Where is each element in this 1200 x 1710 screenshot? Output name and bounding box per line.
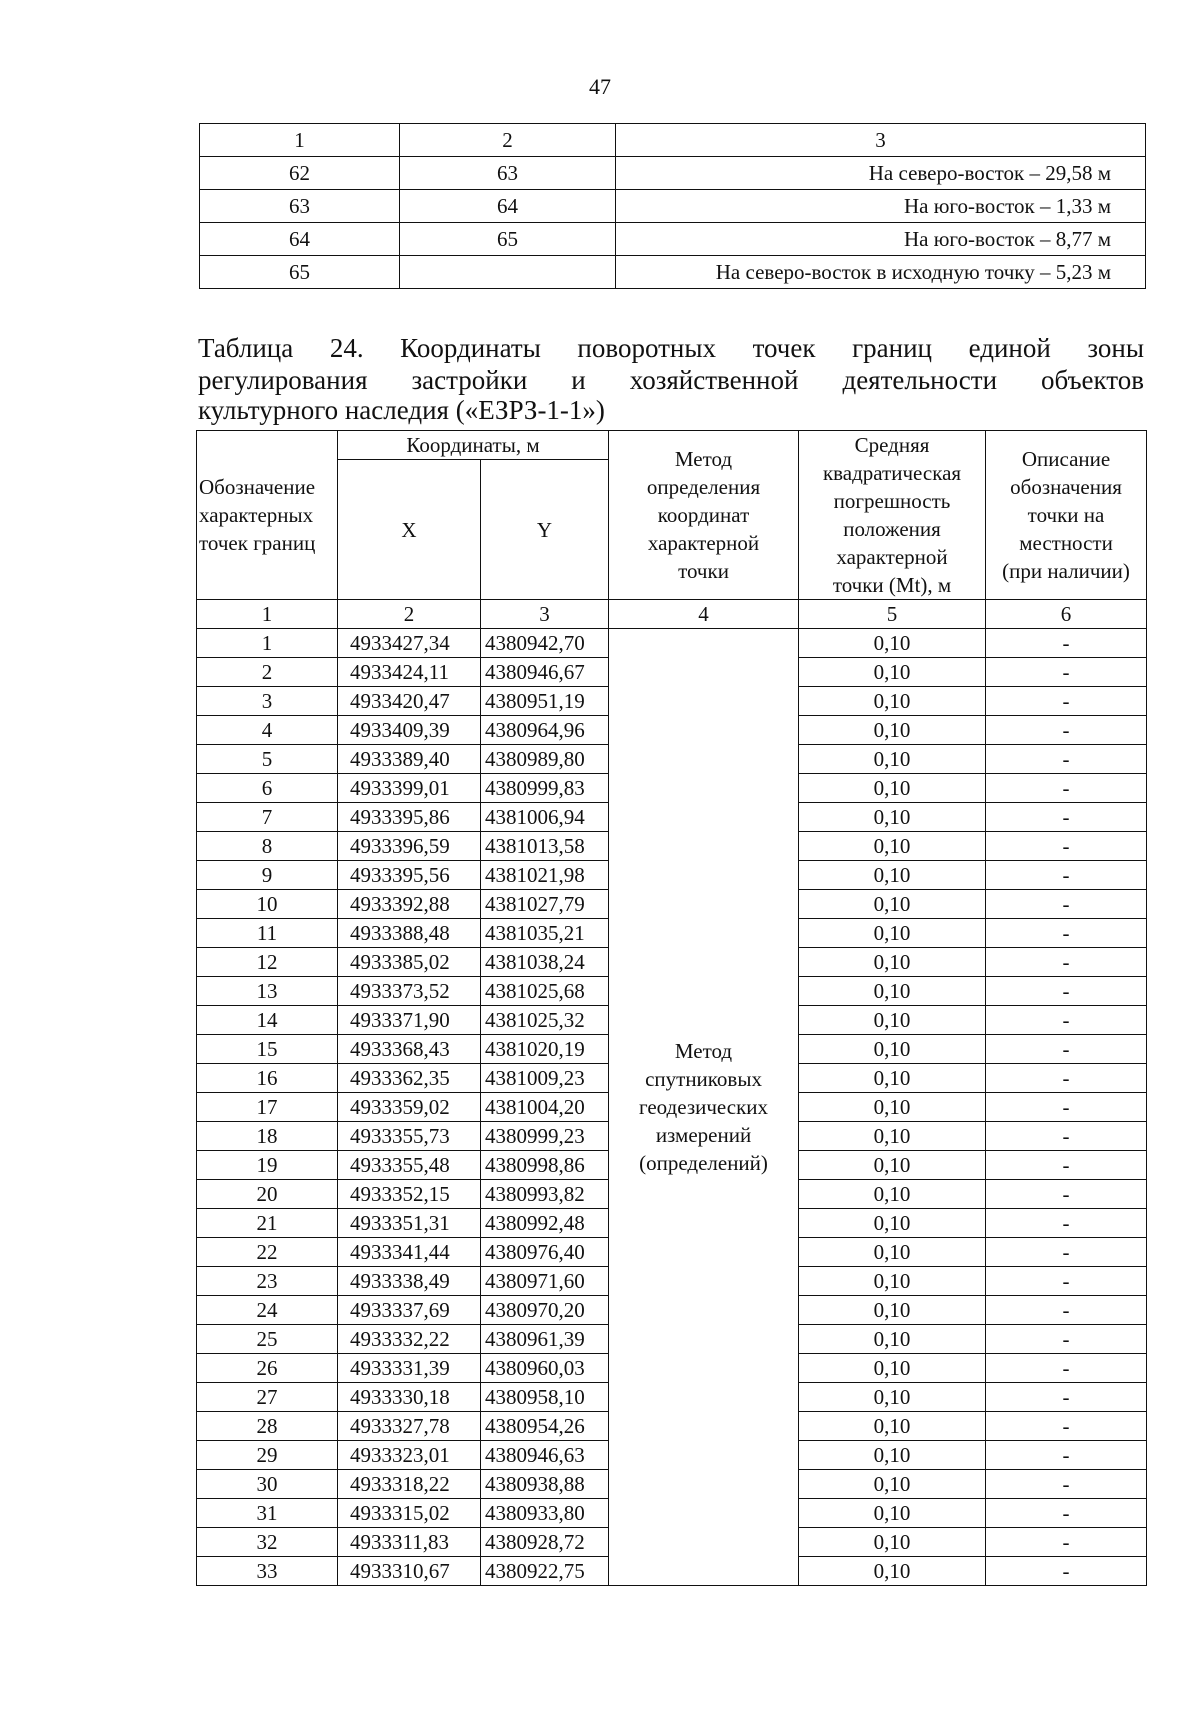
header-y: Y	[481, 460, 609, 600]
method-line: геодезических	[639, 1095, 769, 1119]
header-method-line: определения	[646, 475, 761, 499]
coordinate-y: 4380970,20	[481, 1296, 609, 1325]
header-description-line: (при наличии)	[1002, 559, 1130, 583]
coordinate-x: 4933315,02	[338, 1499, 481, 1528]
caption-line: регулирования застройки и хозяйственной деятельности объектов	[198, 365, 1144, 395]
coordinate-x: 4933424,11	[338, 658, 481, 687]
coordinate-y: 4380989,80	[481, 745, 609, 774]
method-cell	[609, 629, 799, 1586]
column-number-row	[197, 600, 1147, 629]
point-description: -	[986, 1122, 1147, 1151]
coordinate-y: 4380946,63	[481, 1441, 609, 1470]
header-error-line: погрешность	[833, 489, 951, 513]
point-number: 7	[197, 803, 338, 832]
point-number: 8	[197, 832, 338, 861]
column-number: 6	[986, 600, 1147, 629]
header-error	[799, 431, 986, 600]
mt-value: 0,10	[799, 1064, 986, 1093]
segment-to: 63	[400, 157, 616, 190]
mt-value: 0,10	[799, 803, 986, 832]
coordinate-y: 4381004,20	[481, 1093, 609, 1122]
header-designation-line: Обозначение	[199, 475, 316, 499]
mt-value: 0,10	[799, 1296, 986, 1325]
coordinate-y: 4380933,80	[481, 1499, 609, 1528]
header-method-line: Метод	[674, 447, 733, 471]
header-error-line: Средняя	[854, 433, 930, 457]
coordinate-x: 4933395,86	[338, 803, 481, 832]
header-designation-line: точек границ	[199, 531, 316, 555]
coordinate-y: 4381013,58	[481, 832, 609, 861]
coordinate-x: 4933311,83	[338, 1528, 481, 1557]
coordinate-y: 4380999,83	[481, 774, 609, 803]
point-description: -	[986, 629, 1147, 658]
point-number: 31	[197, 1499, 338, 1528]
point-description: -	[986, 919, 1147, 948]
point-number: 25	[197, 1325, 338, 1354]
point-number: 11	[197, 919, 338, 948]
coordinate-y: 4380971,60	[481, 1267, 609, 1296]
point-description: -	[986, 948, 1147, 977]
point-description: -	[986, 803, 1147, 832]
coordinate-y: 4380992,48	[481, 1209, 609, 1238]
mt-value: 0,10	[799, 745, 986, 774]
point-number: 28	[197, 1412, 338, 1441]
point-number: 24	[197, 1296, 338, 1325]
mt-value: 0,10	[799, 1441, 986, 1470]
coordinate-y: 4380999,23	[481, 1122, 609, 1151]
point-number: 19	[197, 1151, 338, 1180]
point-number: 29	[197, 1441, 338, 1470]
segment-to	[400, 256, 616, 289]
point-number: 30	[197, 1470, 338, 1499]
coordinate-y: 4381020,19	[481, 1035, 609, 1064]
point-description: -	[986, 832, 1147, 861]
mt-value: 0,10	[799, 832, 986, 861]
mt-value: 0,10	[799, 716, 986, 745]
point-number: 27	[197, 1383, 338, 1412]
segment-from: 65	[200, 256, 400, 289]
caption-line: Таблица 24. Координаты поворотных точек границ единой зоны	[198, 333, 1144, 363]
point-description: -	[986, 1238, 1147, 1267]
coordinate-y: 4381021,98	[481, 861, 609, 890]
point-number: 17	[197, 1093, 338, 1122]
header-error-line: характерной	[836, 545, 948, 569]
coordinate-x: 4933332,22	[338, 1325, 481, 1354]
point-description: -	[986, 1296, 1147, 1325]
header-description-line: Описание	[1021, 447, 1111, 471]
coordinate-y: 4381038,24	[481, 948, 609, 977]
coordinate-x: 4933355,73	[338, 1122, 481, 1151]
header-x: X	[338, 460, 481, 600]
point-description: -	[986, 1499, 1147, 1528]
point-description: -	[986, 1325, 1147, 1354]
header-description-line: обозначения	[1010, 475, 1122, 499]
coordinate-x: 4933359,02	[338, 1093, 481, 1122]
point-number: 5	[197, 745, 338, 774]
coordinate-y: 4380964,96	[481, 716, 609, 745]
caption-line: культурного наследия («ЕЗРЗ-1-1»)	[198, 395, 605, 425]
coordinate-x: 4933385,02	[338, 948, 481, 977]
mt-value: 0,10	[799, 1122, 986, 1151]
coordinate-x: 4933318,22	[338, 1470, 481, 1499]
point-description: -	[986, 977, 1147, 1006]
coordinate-x: 4933388,48	[338, 919, 481, 948]
segment-to: 64	[400, 190, 616, 223]
point-description: -	[986, 1383, 1147, 1412]
mt-value: 0,10	[799, 1557, 986, 1586]
header-designation-line: характерных	[199, 503, 314, 527]
segment-direction: На северо-восток – 29,58 м	[616, 157, 1146, 190]
point-number: 2	[197, 658, 338, 687]
point-number: 1	[197, 629, 338, 658]
method-line: спутниковых	[645, 1067, 762, 1091]
header-error-line: положения	[843, 517, 941, 541]
column-number: 4	[609, 600, 799, 629]
method-line: (определений)	[639, 1151, 768, 1175]
segment-direction: На юго-восток – 8,77 м	[616, 223, 1146, 256]
header-method-line: точки	[678, 559, 729, 583]
header-error-line: квадратическая	[822, 461, 962, 485]
segment-from: 63	[200, 190, 400, 223]
mt-value: 0,10	[799, 1383, 986, 1412]
point-description: -	[986, 1064, 1147, 1093]
coordinate-y: 4380998,86	[481, 1151, 609, 1180]
point-description: -	[986, 774, 1147, 803]
coordinate-x: 4933395,56	[338, 861, 481, 890]
mt-value: 0,10	[799, 1093, 986, 1122]
column-number: 2	[338, 600, 481, 629]
coordinate-row	[197, 629, 1147, 658]
segments-header-cell: 2	[400, 124, 616, 157]
coordinate-y: 4380993,82	[481, 1180, 609, 1209]
coordinate-y: 4380922,75	[481, 1557, 609, 1586]
coordinate-y: 4380976,40	[481, 1238, 609, 1267]
point-description: -	[986, 890, 1147, 919]
mt-value: 0,10	[799, 1180, 986, 1209]
header-designation	[197, 431, 338, 600]
column-number: 5	[799, 600, 986, 629]
coordinate-x: 4933341,44	[338, 1238, 481, 1267]
header-description-line: местности	[1019, 531, 1113, 555]
coordinate-x: 4933399,01	[338, 774, 481, 803]
point-description: -	[986, 1035, 1147, 1064]
coordinate-y: 4381009,23	[481, 1064, 609, 1093]
segment-row	[200, 223, 1146, 256]
point-description: -	[986, 1006, 1147, 1035]
header-method-line: характерной	[647, 531, 760, 555]
coordinate-y: 4380928,72	[481, 1528, 609, 1557]
point-description: -	[986, 1209, 1147, 1238]
coordinate-x: 4933368,43	[338, 1035, 481, 1064]
mt-value: 0,10	[799, 1412, 986, 1441]
mt-value: 0,10	[799, 890, 986, 919]
coordinate-x: 4933310,67	[338, 1557, 481, 1586]
point-description: -	[986, 1557, 1147, 1586]
coordinate-x: 4933323,01	[338, 1441, 481, 1470]
point-number: 23	[197, 1267, 338, 1296]
mt-value: 0,10	[799, 658, 986, 687]
mt-value: 0,10	[799, 1035, 986, 1064]
point-description: -	[986, 1180, 1147, 1209]
coordinate-x: 4933362,35	[338, 1064, 481, 1093]
point-number: 9	[197, 861, 338, 890]
mt-value: 0,10	[799, 1499, 986, 1528]
point-number: 10	[197, 890, 338, 919]
coordinate-y: 4381025,68	[481, 977, 609, 1006]
segment-direction: На северо-восток в исходную точку – 5,23 м	[616, 256, 1146, 289]
segment-row	[200, 157, 1146, 190]
coordinates-table	[196, 430, 1147, 1586]
column-number: 3	[481, 600, 609, 629]
coordinate-x: 4933427,34	[338, 629, 481, 658]
point-description: -	[986, 1267, 1147, 1296]
coordinate-y: 4381027,79	[481, 890, 609, 919]
point-description: -	[986, 1151, 1147, 1180]
segment-from: 62	[200, 157, 400, 190]
coordinate-x: 4933330,18	[338, 1383, 481, 1412]
coordinate-x: 4933396,59	[338, 832, 481, 861]
coordinate-y: 4380938,88	[481, 1470, 609, 1499]
segments-table	[199, 123, 1146, 289]
point-number: 15	[197, 1035, 338, 1064]
point-number: 33	[197, 1557, 338, 1586]
coordinate-y: 4380946,67	[481, 658, 609, 687]
table-caption	[198, 332, 1144, 396]
mt-value: 0,10	[799, 1528, 986, 1557]
coordinate-x: 4933338,49	[338, 1267, 481, 1296]
mt-value: 0,10	[799, 977, 986, 1006]
segment-row	[200, 190, 1146, 223]
header-error-line: точки (Mt), м	[832, 573, 952, 597]
header-description-line: точки на	[1027, 503, 1105, 527]
coordinate-x: 4933352,15	[338, 1180, 481, 1209]
coordinate-y: 4381035,21	[481, 919, 609, 948]
point-number: 3	[197, 687, 338, 716]
coordinate-x: 4933373,52	[338, 977, 481, 1006]
point-number: 16	[197, 1064, 338, 1093]
point-number: 21	[197, 1209, 338, 1238]
point-description: -	[986, 1354, 1147, 1383]
point-number: 14	[197, 1006, 338, 1035]
point-number: 22	[197, 1238, 338, 1267]
point-description: -	[986, 658, 1147, 687]
point-number: 6	[197, 774, 338, 803]
mt-value: 0,10	[799, 1006, 986, 1035]
coordinate-x: 4933392,88	[338, 890, 481, 919]
point-number: 20	[197, 1180, 338, 1209]
point-number: 13	[197, 977, 338, 1006]
coordinate-y: 4380960,03	[481, 1354, 609, 1383]
segment-from: 64	[200, 223, 400, 256]
coordinate-y: 4380958,10	[481, 1383, 609, 1412]
mt-value: 0,10	[799, 919, 986, 948]
header-description	[986, 431, 1147, 600]
segment-direction: На юго-восток – 1,33 м	[616, 190, 1146, 223]
point-description: -	[986, 745, 1147, 774]
column-number: 1	[197, 600, 338, 629]
point-description: -	[986, 1470, 1147, 1499]
point-description: -	[986, 861, 1147, 890]
coordinate-y: 4381025,32	[481, 1006, 609, 1035]
coordinate-x: 4933337,69	[338, 1296, 481, 1325]
point-description: -	[986, 1412, 1147, 1441]
header-method-line: координат	[657, 503, 750, 527]
point-number: 4	[197, 716, 338, 745]
coordinate-x: 4933409,39	[338, 716, 481, 745]
mt-value: 0,10	[799, 1151, 986, 1180]
header-method	[609, 431, 799, 600]
segments-header-cell: 3	[616, 124, 1146, 157]
mt-value: 0,10	[799, 629, 986, 658]
mt-value: 0,10	[799, 1325, 986, 1354]
coordinate-x: 4933371,90	[338, 1006, 481, 1035]
method-line: измерений	[655, 1123, 752, 1147]
mt-value: 0,10	[799, 1354, 986, 1383]
coordinate-x: 4933389,40	[338, 745, 481, 774]
coordinate-y: 4380961,39	[481, 1325, 609, 1354]
page-number: 47	[589, 74, 611, 99]
mt-value: 0,10	[799, 861, 986, 890]
point-number: 18	[197, 1122, 338, 1151]
coordinate-x: 4933331,39	[338, 1354, 481, 1383]
mt-value: 0,10	[799, 1238, 986, 1267]
point-description: -	[986, 1441, 1147, 1470]
coordinate-y: 4380951,19	[481, 687, 609, 716]
segments-header-row	[200, 124, 1146, 157]
method-line: Метод	[674, 1039, 733, 1063]
point-number: 32	[197, 1528, 338, 1557]
coordinate-x: 4933351,31	[338, 1209, 481, 1238]
point-number: 12	[197, 948, 338, 977]
point-description: -	[986, 1093, 1147, 1122]
mt-value: 0,10	[799, 1209, 986, 1238]
mt-value: 0,10	[799, 1470, 986, 1499]
coordinate-x: 4933327,78	[338, 1412, 481, 1441]
point-description: -	[986, 1528, 1147, 1557]
coordinate-y: 4381006,94	[481, 803, 609, 832]
point-description: -	[986, 687, 1147, 716]
coordinate-y: 4380954,26	[481, 1412, 609, 1441]
coordinate-x: 4933420,47	[338, 687, 481, 716]
segments-header-cell: 1	[200, 124, 400, 157]
point-description: -	[986, 716, 1147, 745]
mt-value: 0,10	[799, 687, 986, 716]
point-number: 26	[197, 1354, 338, 1383]
coordinate-x: 4933355,48	[338, 1151, 481, 1180]
segment-to: 65	[400, 223, 616, 256]
mt-value: 0,10	[799, 1267, 986, 1296]
mt-value: 0,10	[799, 774, 986, 803]
mt-value: 0,10	[799, 948, 986, 977]
coordinate-y: 4380942,70	[481, 629, 609, 658]
segment-row	[200, 256, 1146, 289]
header-coordinates: Координаты, м	[338, 431, 609, 460]
